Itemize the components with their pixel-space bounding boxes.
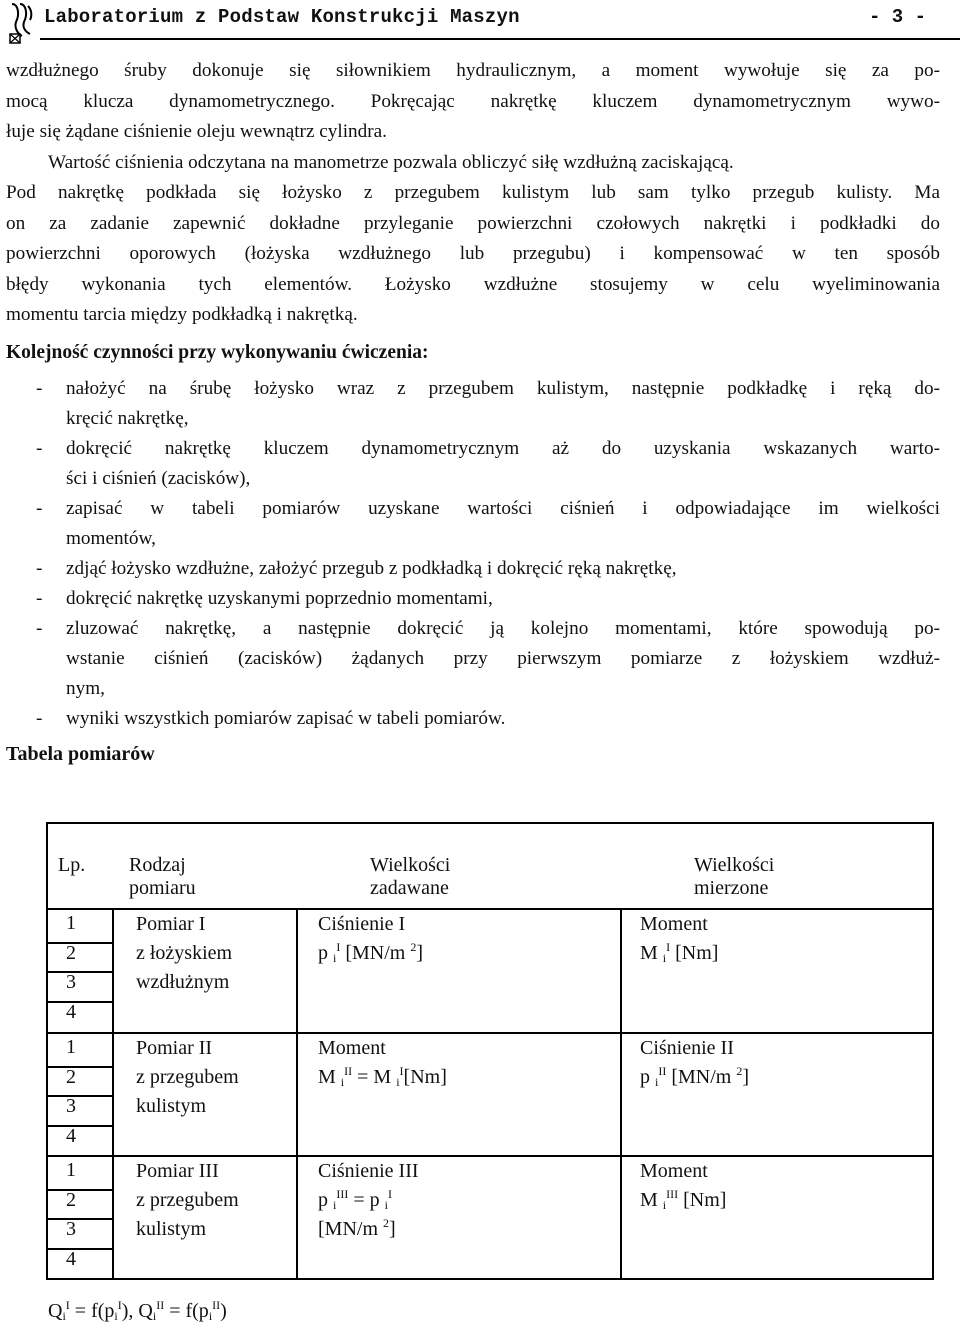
- measured-quantity: [640, 1034, 749, 1092]
- set-quantity-unit: [318, 1215, 419, 1244]
- formula-sup: II: [212, 1298, 221, 1312]
- step-item: [6, 494, 940, 554]
- math-part: i: [662, 951, 667, 965]
- row-number: 1: [66, 1036, 76, 1058]
- step-bullet: -: [36, 708, 43, 729]
- math-part: i: [662, 1198, 667, 1212]
- measurement-type-line: Pomiar II: [136, 1037, 213, 1059]
- row-divider: [46, 942, 114, 944]
- math-part: II: [658, 1064, 667, 1078]
- row-number: 1: [66, 1159, 76, 1181]
- math-part: i: [655, 1075, 659, 1089]
- math-part: ]: [416, 942, 424, 964]
- measurement-type-line: z przegubem: [136, 1189, 239, 1211]
- page-number: - 3 -: [868, 6, 926, 28]
- measurement-type-line: kulistym: [136, 1095, 207, 1117]
- step-text: ści i ciśnień (zacisków),: [66, 468, 251, 489]
- step-item: [6, 374, 940, 434]
- measured-quantity-title: Ciśnienie II: [640, 1037, 734, 1059]
- measurement-type-line: kulistym: [136, 1218, 207, 1240]
- measured-quantity-title: Moment: [640, 913, 708, 935]
- column-divider: [296, 910, 298, 1278]
- measurement-type-line: z przegubem: [136, 1066, 239, 1088]
- step-text: zluzować nakrętkę, a następnie dokręcić ją kolejno momentami, które spowodują po-: [66, 618, 940, 639]
- math-part: I: [399, 1064, 404, 1078]
- step-bullet: -: [36, 378, 43, 399]
- formula-sup: I: [65, 1298, 70, 1312]
- step-bullet: -: [36, 558, 43, 579]
- measurement-type-line: wzdłużnym: [136, 971, 230, 993]
- formula-sep: ), Q: [121, 1300, 153, 1322]
- math-part: M: [640, 1189, 658, 1211]
- row-number: 1: [66, 912, 76, 934]
- row-number: 4: [66, 1247, 76, 1270]
- intro-line: Pod nakrętkę podkłada się łożysko z przegubem kulistym lub sam tylko przegub kulisty. Ma: [6, 182, 940, 203]
- formula-q: Q: [48, 1300, 63, 1322]
- intro-line: wzdłużnego śruby dokonuje się siłownikiem hydraulicznym, a moment wywołuje się za po-: [6, 60, 940, 81]
- row-divider: [46, 1125, 114, 1127]
- row-number: 3: [66, 1095, 76, 1117]
- math-part: [Nm]: [675, 942, 719, 964]
- set-quantity-symbol: [318, 939, 423, 968]
- row-divider: [46, 1218, 114, 1220]
- intro-line: on za zadanie zapewnić dokładne przyleganie powierzchni czołowych nakrętki i podkładki do: [6, 212, 940, 234]
- math-part: [Nm]: [683, 1189, 727, 1211]
- math-part: III: [336, 1187, 349, 1201]
- step-item: [6, 584, 940, 614]
- formula: [48, 1300, 227, 1323]
- math-part: i: [340, 1075, 345, 1089]
- measurement-type-line: Pomiar III: [136, 1160, 219, 1182]
- steps-list: [6, 374, 940, 734]
- row-divider: [46, 1095, 114, 1097]
- row-number: 2: [66, 941, 76, 964]
- row-number: 2: [66, 1065, 76, 1088]
- formula-sup: I: [117, 1298, 122, 1312]
- header-mierzone: Wielkości mierzone: [694, 854, 775, 899]
- math-part: 2: [410, 940, 417, 954]
- intro-line: łuje się żądane ciśnienie oleju wewnątrz cylindra.: [6, 121, 387, 142]
- measured-quantity-symbol: [640, 1186, 726, 1215]
- formula-sub: i: [114, 1309, 118, 1323]
- measured-quantity-symbol: [640, 1063, 749, 1092]
- row-number: 2: [66, 1188, 76, 1211]
- measurement-type: [136, 910, 232, 997]
- intro-line: Wartość ciśnienia odczytana na manometrze pozwala obliczyć siłę wzdłużną zaciskającą.: [48, 151, 734, 173]
- math-part: i: [333, 951, 337, 965]
- column-divider: [620, 910, 622, 1278]
- math-part: M: [640, 942, 658, 964]
- set-quantity: [318, 910, 423, 968]
- header-title: Laboratorium z Podstaw Konstrukcji Maszyn: [44, 6, 520, 28]
- set-quantity: [318, 1157, 419, 1244]
- header-rodzaj: Rodzaj pomiaru: [129, 854, 196, 899]
- intro-line: momentu tarcia między podkładką i nakrętką.: [6, 304, 358, 325]
- step-text: nym,: [66, 678, 105, 699]
- page-header: [4, 0, 956, 46]
- row-number: 3: [66, 1218, 76, 1240]
- measured-quantity: [640, 1157, 726, 1215]
- header-lp: Lp.: [58, 854, 86, 876]
- table-title: Tabela pomiarów: [6, 743, 155, 765]
- measurement-type: [136, 1157, 239, 1244]
- math-part: = M: [357, 1066, 392, 1088]
- intro-paragraph: [6, 56, 940, 331]
- measured-quantity-symbol: [640, 939, 718, 968]
- step-text: wyniki wszystkich pomiarów zapisać w tabeli pomiarów.: [66, 708, 506, 729]
- set-quantity-symbol: [318, 1186, 419, 1215]
- measured-quantity-title: Moment: [640, 1160, 708, 1182]
- steps-heading: Kolejność czynności przy wykonywaniu ćwiczenia:: [6, 342, 429, 363]
- intro-line: błędy wykonania tych elementów. Łożysko wzdłużne stosujemy w celu wyeliminowania: [6, 273, 940, 295]
- math-part: p: [318, 942, 328, 964]
- formula-end: ): [220, 1300, 227, 1322]
- formula-f: = f(p: [74, 1300, 115, 1322]
- math-part: I: [666, 940, 671, 954]
- row-divider: [46, 1066, 114, 1068]
- math-part: i: [384, 1198, 388, 1212]
- intro-line: mocą klucza dynamometrycznego. Pokręcając nakrętkę kluczem dynamometrycznym wywo-: [6, 90, 940, 112]
- math-part: 2: [736, 1064, 743, 1078]
- row-number: 4: [66, 1000, 76, 1023]
- measured-quantity: [640, 910, 718, 968]
- set-quantity-title: Moment: [318, 1037, 386, 1059]
- formula-sub: i: [152, 1309, 157, 1323]
- step-text: momentów,: [66, 528, 156, 549]
- math-part: i: [333, 1198, 337, 1212]
- set-quantity-symbol: [318, 1063, 447, 1092]
- math-part: [MN/m: [318, 1218, 378, 1240]
- step-item: [6, 614, 940, 704]
- math-part: III: [666, 1187, 679, 1201]
- formula-sub: i: [62, 1309, 66, 1323]
- math-part: II: [344, 1064, 353, 1078]
- step-text: dokręcić nakrętkę kluczem dynamometrycznym aż do uzyskania wskazanych warto-: [66, 438, 940, 459]
- header-divider: [40, 38, 960, 40]
- header-zadawane: Wielkości zadawane: [370, 854, 451, 899]
- math-part: p: [318, 1189, 328, 1211]
- row-divider: [46, 1248, 114, 1250]
- step-text: kręcić nakrętkę,: [66, 408, 189, 429]
- math-part: = p: [353, 1189, 380, 1211]
- set-quantity-title: Ciśnienie III: [318, 1160, 419, 1182]
- measurement-type: [136, 1034, 239, 1121]
- step-bullet: -: [36, 618, 43, 639]
- math-part: p: [640, 1066, 650, 1088]
- math-part: M: [318, 1066, 336, 1088]
- step-bullet: -: [36, 498, 43, 519]
- step-text: wstanie ciśnień (zacisków) żądanych przy pierwszym pomiarze z łożyskiem wzdłuż-: [66, 648, 940, 669]
- math-part: ]: [742, 1066, 750, 1088]
- formula-sup: II: [156, 1298, 165, 1312]
- step-item: [6, 704, 940, 734]
- table-border-bottom: [46, 1278, 934, 1280]
- row-number: 4: [66, 1124, 76, 1147]
- column-divider: [112, 910, 114, 1278]
- measurement-type-line: z łożyskiem: [136, 942, 233, 964]
- step-text: zdjąć łożysko wzdłużne, założyć przegub z podkładką i dokręcić ręką nakrętkę,: [66, 558, 677, 579]
- math-part: [Nm]: [403, 1066, 447, 1088]
- step-item: [6, 434, 940, 494]
- math-part: [MN/m: [671, 1066, 732, 1088]
- measurement-type-line: Pomiar I: [136, 913, 206, 935]
- table-border-left: [46, 822, 48, 1280]
- intro-line: powierzchni oporowych (łożyska wzdłużnego lub przegubu) i kompensować w ten sposób: [6, 243, 940, 264]
- math-part: 2: [383, 1216, 389, 1230]
- laboratory-logo-icon: [8, 2, 36, 44]
- set-quantity-title: Ciśnienie I: [318, 913, 406, 935]
- formula-f2: = f(p: [169, 1300, 209, 1322]
- formula-sub: i: [208, 1309, 213, 1323]
- step-text: zapisać w tabeli pomiarów uzyskane wartości ciśnień i odpowiadające im wielkości: [66, 498, 940, 519]
- math-part: [MN/m: [345, 942, 406, 964]
- table-border-right: [932, 822, 934, 1280]
- math-part: I: [387, 1187, 392, 1201]
- row-divider: [46, 1189, 114, 1191]
- step-bullet: -: [36, 588, 43, 609]
- step-text: dokręcić nakrętkę uzyskanymi poprzednio momentami,: [66, 588, 493, 609]
- step-text: nałożyć na śrubę łożysko wraz z przegubem kulistym, następnie podkładkę i ręką do-: [66, 378, 940, 399]
- math-part: i: [396, 1075, 400, 1089]
- set-quantity: [318, 1034, 447, 1092]
- step-item: [6, 554, 940, 584]
- row-divider: [46, 971, 114, 973]
- math-part: I: [336, 940, 341, 954]
- math-part: ]: [389, 1218, 396, 1240]
- row-number: 3: [66, 971, 76, 993]
- step-bullet: -: [36, 438, 43, 459]
- row-divider: [46, 1001, 114, 1003]
